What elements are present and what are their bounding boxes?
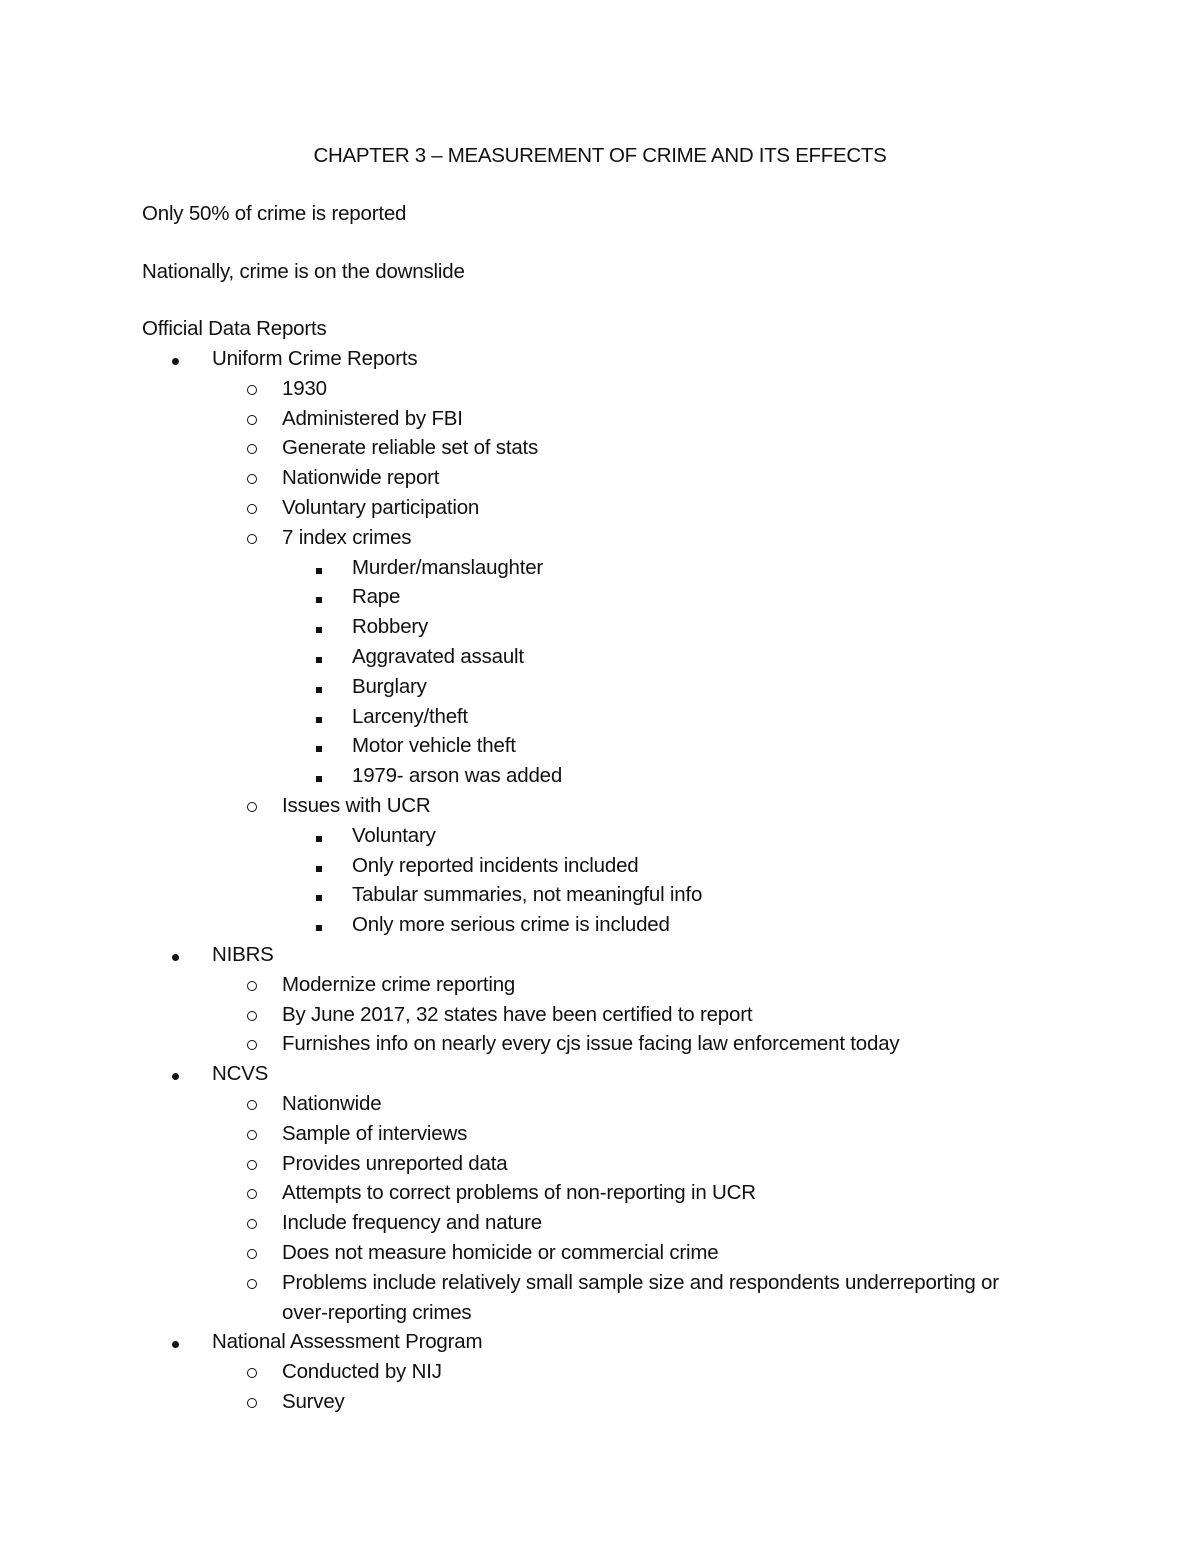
- list-item-level-2: [0, 376, 1200, 404]
- list-item-text: Nationwide report: [282, 466, 440, 489]
- list-item-level-1: [0, 942, 1200, 970]
- list-item-text: Administered by FBI: [282, 407, 463, 430]
- list-item-text: Robbery: [352, 615, 429, 638]
- list-item-level-2: [0, 406, 1200, 434]
- list-item-level-2: [0, 1389, 1200, 1417]
- bullet-icon: [247, 465, 263, 491]
- list-item-level-2: [0, 1359, 1200, 1387]
- list-item-level-1: [0, 1329, 1200, 1357]
- bullet-icon: [247, 376, 263, 402]
- list-item-text: Sample of interviews: [282, 1122, 468, 1145]
- list-item-level-2: [0, 495, 1200, 523]
- bullet-icon: [316, 882, 332, 908]
- list-item-text: Voluntary: [352, 824, 436, 847]
- list-item-level-2: [0, 1121, 1200, 1149]
- bullet-icon: [247, 793, 263, 819]
- bullet-icon: [316, 763, 332, 789]
- bullet-icon: [247, 1210, 263, 1236]
- list-item-level-2: [0, 525, 1200, 553]
- bullet-icon: [316, 733, 332, 759]
- list-item-text: Include frequency and nature: [282, 1211, 542, 1234]
- list-item-text: By June 2017, 32 states have been certified to report: [282, 1003, 753, 1026]
- list-item-level-1: [0, 1061, 1200, 1089]
- list-item-text: 1930: [282, 377, 327, 400]
- list-item-level-3: [0, 584, 1200, 612]
- bullet-icon: [316, 853, 332, 879]
- list-item-level-2: [0, 1240, 1200, 1268]
- list-item-text: Only reported incidents included: [352, 854, 639, 877]
- bullet-icon: [316, 584, 332, 610]
- bullet-icon: [172, 942, 188, 968]
- list-item-level-2: [0, 1270, 1200, 1298]
- list-item-text: Motor vehicle theft: [352, 734, 516, 757]
- bullet-icon: [247, 1359, 263, 1385]
- list-item-level-2: [0, 1091, 1200, 1119]
- list-item-text: Uniform Crime Reports: [212, 347, 418, 370]
- bullet-icon: [172, 1329, 188, 1355]
- list-item-level-3: [0, 704, 1200, 732]
- list-item-text: Rape: [352, 585, 401, 608]
- list-item-text: Larceny/theft: [352, 705, 468, 728]
- list-item-level-2: [0, 1151, 1200, 1179]
- list-item-text: Tabular summaries, not meaningful info: [352, 883, 703, 906]
- bullet-icon: [247, 525, 263, 551]
- list-item-text: NIBRS: [212, 943, 274, 966]
- list-item-level-3: [0, 882, 1200, 910]
- list-item-level-2: [0, 972, 1200, 1000]
- bullet-icon: [247, 1121, 263, 1147]
- paragraph-crime-trend: Nationally, crime is on the downslide: [142, 260, 465, 283]
- list-item-text: Voluntary participation: [282, 496, 480, 519]
- bullet-icon: [247, 1389, 263, 1415]
- bullet-icon: [316, 614, 332, 640]
- list-item-level-3: [0, 644, 1200, 672]
- bullet-icon: [247, 1240, 263, 1266]
- list-item-level-3: [0, 614, 1200, 642]
- list-item-text: Problems include relatively small sample size and respondents underreporting or: [282, 1271, 999, 1294]
- list-item-text: Only more serious crime is included: [352, 913, 670, 936]
- bullet-icon: [247, 495, 263, 521]
- bullet-icon: [247, 1002, 263, 1028]
- bullet-icon: [247, 435, 263, 461]
- list-item-level-2: [0, 1031, 1200, 1059]
- list-item-level-3: [0, 853, 1200, 881]
- list-item-text: Attempts to correct problems of non-reporting in UCR: [282, 1181, 756, 1204]
- list-item-text: Aggravated assault: [352, 645, 524, 668]
- bullet-icon: [247, 1031, 263, 1057]
- list-item-text: 1979- arson was added: [352, 764, 563, 787]
- bullet-icon: [316, 555, 332, 581]
- bullet-icon: [247, 1180, 263, 1206]
- paragraph-reporting-rate: Only 50% of crime is reported: [142, 202, 407, 225]
- list-item-level-3: [0, 763, 1200, 791]
- list-item-text: Modernize crime reporting: [282, 973, 516, 996]
- section-heading-official-data: Official Data Reports: [142, 317, 327, 340]
- bullet-icon: [316, 644, 332, 670]
- bullet-icon: [316, 704, 332, 730]
- list-item-text: NCVS: [212, 1062, 269, 1085]
- list-item-text: Does not measure homicide or commercial crime: [282, 1241, 719, 1264]
- list-item-level-1: [0, 346, 1200, 374]
- bullet-icon: [247, 1151, 263, 1177]
- bullet-icon: [316, 823, 332, 849]
- list-item-text: National Assessment Program: [212, 1330, 483, 1353]
- list-item-level-2: [0, 1002, 1200, 1030]
- list-item-text: 7 index crimes: [282, 526, 412, 549]
- bullet-icon: [247, 1270, 263, 1296]
- bullet-icon: [172, 346, 188, 372]
- list-item-text: Survey: [282, 1390, 345, 1413]
- bullet-icon: [316, 912, 332, 938]
- bullet-icon: [247, 972, 263, 998]
- list-item-level-3: [0, 823, 1200, 851]
- bullet-icon: [247, 406, 263, 432]
- list-item-level-3: [0, 912, 1200, 940]
- list-item-text: Generate reliable set of stats: [282, 436, 539, 459]
- list-item-text: Issues with UCR: [282, 794, 431, 817]
- list-item-level-2: [0, 1210, 1200, 1238]
- list-item-text: Conducted by NIJ: [282, 1360, 442, 1383]
- list-item-level-2: [0, 793, 1200, 821]
- list-item-level-2: [0, 435, 1200, 463]
- list-item-level-2: [0, 465, 1200, 493]
- list-item-level-3: [0, 674, 1200, 702]
- bullet-icon: [247, 1091, 263, 1117]
- list-item-level-3: [0, 733, 1200, 761]
- list-item-text: Nationwide: [282, 1092, 382, 1115]
- list-item-level-3: [0, 555, 1200, 583]
- bullet-icon: [316, 674, 332, 700]
- list-item-text: Burglary: [352, 675, 427, 698]
- list-item-continuation: over-reporting crimes: [282, 1301, 472, 1324]
- list-item-text: Provides unreported data: [282, 1152, 508, 1175]
- bullet-icon: [172, 1061, 188, 1087]
- page-title: CHAPTER 3 – MEASUREMENT OF CRIME AND ITS EFFECTS: [313, 144, 887, 167]
- list-item-level-2: [0, 1180, 1200, 1208]
- list-item-text: Furnishes info on nearly every cjs issue facing law enforcement today: [282, 1032, 900, 1055]
- list-item-text: Murder/manslaughter: [352, 556, 544, 579]
